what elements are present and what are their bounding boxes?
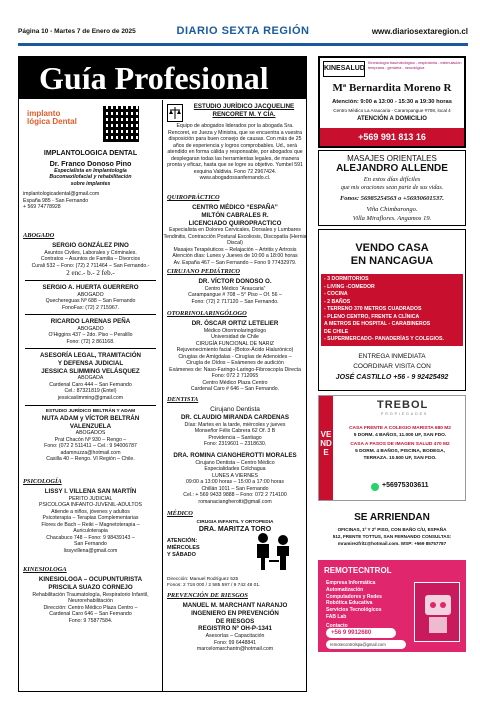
cardenas-line: Días: Martes en la tarde, miércoles y jueves [184, 421, 286, 428]
section-cirujano-pediatrico: CIRUJANO PEDIÁTRICO [167, 268, 240, 275]
venta-foot2: COORDINAR VISITA CON [353, 363, 431, 370]
venta-item: - LIVING -COMEDOR [324, 283, 375, 290]
ortiz-line: Médico Otorrinolaringólogo [203, 327, 267, 334]
beltran-line: adamnuzza@hotmail.com [60, 449, 121, 456]
masajes-ad [318, 150, 466, 226]
villena-name: LISSY I. VILLENA SAN MARTÍN [44, 488, 137, 495]
venta-item: - 2 BAÑOS [324, 298, 351, 305]
asesoria-name: ASESORÍA LEGAL, TRAMITACIÓN [39, 352, 142, 359]
implanto-email: implantologicadental@gmail.com [23, 191, 100, 198]
remotec-phone: +56 9 9912680 [326, 628, 396, 638]
masajes-phones: Fonos: 56985254563 o +56930601537. [339, 195, 445, 202]
venta-item: - COCINA [324, 291, 348, 298]
romina-name: DRA. ROMINA CIANGHEROTTI MORALES [173, 452, 297, 459]
children-illustration-icon [249, 530, 299, 572]
guia-profesional [18, 56, 307, 692]
venta-title2: EN NANCAGUA [350, 255, 434, 267]
quiro-block [163, 204, 307, 266]
arriendo-title: SE ARRIENDAN [354, 512, 430, 523]
ortiz-line: Centro Médico Plaza Centro [202, 379, 268, 386]
villena-line: Flores de Bach – Reiki – Magnetoterapia – [41, 521, 140, 528]
rencoret-head: ESTUDIO JURÍDICO JACQUELINE [193, 103, 295, 110]
beltran-block [19, 409, 162, 463]
suazo-name: PRISCILA SUAZO CORNEJO [48, 583, 133, 591]
suazo-line: Neurorehabilitación [68, 598, 113, 604]
section-abogado: ABOGADO [23, 232, 55, 239]
quiro-name: MILTÓN CABRALES R. [201, 211, 269, 219]
marchant-line: Fono: 99 6448841 [213, 639, 257, 646]
ortiz-line: Cardenal Caro # 646 – San Fernando. [190, 386, 280, 393]
huerta-line: Quechereguas Nº 688 – San Fernando [45, 298, 136, 305]
gonzalez-line: Curali 532 – Fono: (72) 2 711464 – San Fernando.- [31, 262, 150, 269]
divider [25, 405, 156, 406]
beltran-name: NUTA ADAM y VÍCTOR BELTRÁN [41, 414, 140, 422]
toro-line: Fonos: 2 718 000 / 2 585 597 / 9 742 48 01. [167, 583, 261, 589]
cardenas-line: Fono: 2319601 – 2318630. [203, 441, 267, 448]
marchant-name: REGISTRO Nº OH-P-1341 [198, 625, 272, 633]
masajes-text2: que mis oraciones sean parte de sus vidas. [340, 185, 444, 191]
implanto-address: España 985 - San Fernando [23, 197, 89, 204]
venta-item: DE CHILE [324, 328, 349, 335]
marchant-name: DE RIESGOS [215, 617, 255, 625]
romina-line: 09:00 a 13:00 horas – 15:00 a 17:00 horas [185, 479, 285, 486]
remotec-item: Contacto [326, 622, 348, 629]
section-quiropractico: QUIROPRÁCTICO [167, 194, 220, 201]
villena-line: PSICOLOGA INFANTO-JUVENIL-ADULTOS [39, 502, 142, 509]
beltran-line: Prat Chacón Nº 930 – Rengo – [54, 436, 127, 443]
beltran-line: ABOGADOS [75, 430, 106, 437]
remotec-item: Automatización [326, 586, 364, 593]
larenas-line: Fono: (72) 2 861168. [66, 338, 115, 345]
venta-title1: VENDO CASA [355, 242, 429, 254]
quiro-line: Atención días: Lunes y Jueves de 10:00 a 18:00 horas [172, 253, 298, 260]
masajes-title2: ALEJANDRO ALLENDE [336, 163, 448, 174]
trebol-line: CASA A PASOS DE IMAGEN SALUD 470 M2 [350, 442, 450, 448]
suazo-line: Dirección: Centro Médico Plaza Centro – [43, 604, 138, 611]
suazo-line: Cardenal Caro 646 – San Fernando [49, 611, 132, 617]
cardenas-name: DR. CLAUDIO MIRANDA CARDENAS [180, 414, 290, 422]
quiro-name: LICENCIADO QUIROPRACTICO [188, 219, 282, 227]
villena-block [19, 488, 162, 554]
gonzalez-line: 2 enc.- b.- 2 feb.- [66, 269, 115, 278]
implanto-phone: + 569 74778928 [23, 204, 61, 211]
ortiz-line: Universidad de Chile [211, 334, 259, 341]
ortiz-line: Exámenes de: Naso-Faringo-Laringo-Fibroscopía Directa [169, 366, 301, 373]
rencoret-head: RENCORET M. Y CÍA. [212, 110, 276, 118]
villena-line: Auriculoterapia [73, 528, 108, 535]
remotec-item: Servicios Tecnológicos [326, 607, 382, 613]
beltran-line: Fono: (072 2 511411 – Cel.: 9 94006787 [44, 443, 137, 450]
quiro-name: CENTRO MÉDICO “ESPAÑA” [192, 204, 278, 211]
rencoret-body: Equipo de abogados liderados por la abogada Sra. Rencoret, ex Jueza y Ministra, que se encuentra a vuestra disposición para buen consejo de causas. Con más de 25 años de experiencia y logros comprobables. Ud., será atendido en forma cálida y responsable, por abogados que desplegaran todas las herramientas legales, de manera pronta y eficaz, hasta que se logre su objetivo. Yumbel 591 esquina Valdivia. Fono 72 2967424. www.abogadossanfernando.cl. [167, 123, 303, 181]
ortiz-line: Fono: 072 2 712065 [211, 373, 259, 380]
donoso-line: Carampangue # 708 – 5° Piso – Of. 56 – [188, 292, 282, 299]
guia-right-column [163, 100, 307, 692]
trebol-ad [318, 395, 466, 501]
suazo-line: Fono: 9 75877584. [68, 617, 113, 624]
ortiz-block [163, 320, 307, 393]
remotec-logo: REMOTECNTROL [324, 566, 392, 575]
marchant-name: INGENIERO EN PREVENCIÓN [191, 609, 279, 617]
ortiz-line: Cirugías de Amígdalas - Cirugías de Adenoides – [178, 353, 292, 360]
larenas-line: O'Higgins 437 – 2do. Piso – Peralillo [48, 332, 133, 339]
asesoria-name: JESSICA SLIMMING VELÁSQUEZ [41, 367, 140, 375]
huerta-line: FonoFax: (72) 2 715967. [61, 304, 120, 311]
section-medico: MÉDICO [167, 510, 193, 517]
villena-line: Psicoterapia – Terapias Complementarias [42, 515, 139, 522]
venta-casa-ad [318, 229, 466, 391]
asesoria-line: jessicaslimming@gmail.com [57, 394, 124, 401]
huerta-name: SERGIO A. HUERTA GUERRERO [42, 284, 139, 291]
huerta-line: ABOGADO [77, 291, 104, 298]
arriendo-ad [318, 510, 466, 556]
ortiz-line: CIRUGÍA FUNCIONAL DE NARIZ [195, 340, 275, 347]
cardenas-top: Cirujano Dentista [210, 406, 260, 413]
trebol-line: 5 DORM. 4 BAÑOS, 11.000 UF, SAN FDO. [353, 432, 447, 438]
marchant-name: MANUEL M. MARCHANT NARANJO [182, 602, 288, 609]
romina-line: Cel.: + 569 9433 9888 – Fono: 072 2 714100 [183, 492, 287, 499]
masajes-place2: Villa Miraflores. Angamos 19. [352, 215, 432, 222]
villena-line: Atiende a niños, jóvenes y adultos [51, 508, 130, 515]
remotec-ad [318, 560, 466, 652]
larenas-name: RICARDO LARENAS PEÑA [50, 318, 131, 325]
kinesalud-phone: +569 991 813 16 [320, 128, 464, 146]
donoso-block [163, 278, 307, 305]
kinesalud-logo: KINESALUD [323, 61, 365, 77]
venta-foot1: ENTREGA INMEDIATA [358, 353, 426, 360]
villena-line: Chacabuco 748 – Fono: 9 98439143 – [46, 534, 135, 541]
masajes-place1: Viña Chimbarongo. [366, 206, 418, 213]
remotec-item: Robótica Educativa [326, 600, 373, 607]
toro-name: DRA. MARITZA TORO [198, 525, 272, 533]
toro-attention [167, 538, 200, 559]
romina-line: Cirujano Dentista – Centro Médico [195, 459, 275, 466]
suazo-line: Rehabilitación Traumatología, Respiratorio Infantil, [32, 591, 149, 598]
remotec-item: Computadores y Redes [326, 593, 382, 600]
toro-line: Dirección: Manuel Rodríguez 525 [167, 577, 239, 582]
kinesalud-name: Mª Bernardita Moreno R [332, 82, 452, 94]
implanto-doctor: Dr. Franco Donoso Pino [49, 158, 132, 168]
cardenas-block [163, 406, 307, 448]
gonzalez-line: Contratos – Asuntos de Familia – Divorcios [40, 256, 141, 263]
trebol-line: 5 DORM. 4 BAÑOS, PISCINA, BODEGA, [355, 449, 445, 455]
kinesalud-address: Centro Médico La Araucaria - Carampangue #708, local 4 [333, 108, 451, 113]
kinesalud-ad [318, 56, 466, 148]
venta-item: A METROS DE HOSPITAL - CARABINEROS [324, 321, 431, 328]
villena-line: lissyvillena@gmail.com [63, 547, 118, 554]
romina-line: LUNES A VIERNES [212, 472, 258, 479]
implanto-spec1: Especialista en Implantología [54, 167, 127, 174]
cardenas-line: Providencia – Santiago [208, 434, 262, 441]
robot-image-icon [414, 582, 460, 642]
donoso-name: DR. VÍCTOR DONOSO O. [198, 278, 272, 285]
romina-line: romanaciangherotti@gmail.com [198, 498, 272, 505]
asesoria-block [19, 352, 162, 401]
ortiz-line: Cirugía de Oídos – Exámenes de audición [186, 360, 284, 367]
beltran-name: VALENZUELA [69, 422, 112, 430]
toro-att: MIÉRCOLES [167, 545, 200, 552]
arriendo-line: mramirezfritz@hotmail.com. WSP: +569 85757787 [337, 540, 447, 546]
cardenas-line: Monseñor Félix Cabrera 62 Of. 3 B [194, 428, 276, 435]
trebol-sub: PROPIEDADES [381, 412, 429, 416]
trebol-phone: +56975303611 [382, 482, 429, 489]
venta-features [321, 274, 463, 346]
section-kinesiologa: KINESIOLOGA [23, 566, 67, 573]
implanto-spec3: sobre implantes [70, 180, 111, 187]
implanto-logo: implanto lógica Dental [27, 109, 77, 126]
divider [25, 314, 156, 315]
remotec-item: FAB Lab [326, 613, 347, 620]
larenas-block [19, 318, 162, 345]
kinesalud-hours: Atención: 9:00 a 13:00 - 15:30 a 19:30 horas [332, 99, 452, 105]
rencoret-block [163, 103, 307, 119]
kinesalud-home: ATENCIÓN A DOMICILIO [357, 116, 427, 122]
toro-att: ATENCIÓN: [167, 538, 198, 544]
ortiz-name: DR. ÓSCAR ORTIZ LETELIER [191, 320, 279, 327]
suazo-block [19, 576, 162, 624]
marchant-block [163, 602, 307, 653]
arriendo-line: OFICINAS, 1º Y 2º PISO, CON BAÑO C/U, ESPAÑA [337, 527, 447, 532]
toro-contact [167, 577, 260, 589]
venta-item: - 3 DORMITORIOS [324, 276, 369, 282]
venta-item: - TERRENO 370 METROS CUADRADOS [324, 306, 422, 313]
donoso-line: Fono: (72) 2 717120 – San Fernando. [191, 298, 279, 305]
arriendo-line: 512, FRENTE TOTTUS, SAN FERNANDO CONSULTAS: [332, 533, 452, 539]
trebol-side-label: VENDE [320, 430, 332, 457]
quiro-line: Tendinitis, Contracción Postural Escoliosis, Discopatía (Hernia Discal) [163, 233, 307, 247]
beltran-head: ESTUDIO JURÍDICO BELTRÁN Y ADAM [45, 409, 136, 414]
implanto-spec2: Bucomaxilofacial y rehabilitación [49, 174, 132, 181]
gonzalez-name: SERGIO GONZÁLEZ PINO [52, 242, 129, 249]
implanto-name: IMPLANTOLOGICA DENTAL [43, 150, 138, 157]
venta-item: - SUPERMERCADO- PANADERÍAS Y COLEGIOS. [324, 336, 444, 343]
website-link[interactable]: www.diariosextaregion.cl [371, 27, 468, 36]
section-otorrino: OTORRINOLARINGÓLOGO [167, 310, 247, 317]
remotec-item: Empresa Informática [326, 580, 376, 586]
toro-head: CIRUGIA INFANTIL Y ORTOPEDIA [196, 520, 274, 525]
romina-line: Chillán 1011 – San Fernando [201, 485, 269, 492]
suazo-name: KINESIOLOGA – OCUPUNTURISTA [38, 576, 143, 583]
implanto-logo-area [23, 106, 159, 146]
page-date: Página 10 - Martes 7 de Enero de 2025 [18, 28, 136, 35]
trebol-listings [335, 426, 465, 463]
larenas-line: ABOGADO [77, 325, 104, 332]
ortiz-line: Rejuvenecimiento facial -(Botox-Ácido Hialurónico) [176, 347, 294, 354]
gonzalez-line: Asuntos Civiles, Laborales y Criminales. [44, 249, 137, 256]
villena-line: PERITO JUDICIAL [68, 495, 113, 502]
marchant-line: Asesorías – Capacitación [205, 633, 265, 639]
kinesalud-tagline: Kinesiología traumatológica - respiratoria - estimulación temprana - geriatría - neurológica [368, 61, 462, 70]
guia-title: Guía Profesional [19, 57, 306, 99]
toro-att: Y SÁBADO [167, 552, 196, 559]
donoso-line: Centro Médico “Araucaria” [204, 285, 266, 292]
whatsapp-icon [371, 483, 379, 491]
arriendo-text [318, 527, 466, 548]
divider [25, 348, 156, 349]
implanto-block [19, 150, 162, 211]
romina-line: Especialidades Colchagua [204, 466, 266, 473]
quiro-line: Masajes Terapéuticos – Relajación – Artritis y Artrosis [173, 246, 297, 253]
trebol-line: CASA FRENTE A COLEGIO MARISTA 680 M2 [349, 426, 451, 431]
trebol-line: TERRAZA. 10.500 UF, SAN FDO. [363, 455, 437, 461]
asesoria-line: Cel.: 87321819 (Entel) [64, 388, 117, 395]
asesoria-line: Cardenal Caro 444 – San Fernando [49, 381, 132, 388]
guia-left-column [19, 100, 163, 692]
section-prevencion: PREVENCIÓN DE RIESGOS [167, 592, 248, 599]
masajes-text1: En estos días difíciles [363, 176, 421, 183]
gonzalez-block [19, 242, 162, 278]
venta-item: - PLENO CENTRO, FRENTE A CLÍNICA [324, 313, 420, 320]
beltran-line: Casilla 40 – Rengo. VI Región – Chile. [46, 456, 135, 463]
villena-line: San Fernando [74, 541, 107, 548]
romina-block [163, 452, 307, 505]
asesoria-line: ABOGADA [77, 375, 104, 382]
remotec-email: remotecontrolspa@gmail.com [326, 640, 406, 649]
trebol-logo: TREBOL [377, 399, 429, 411]
venta-foot3: JOSÉ CASTILLO +56 - 9 92425492 [335, 374, 449, 381]
page-header [18, 24, 468, 46]
huerta-block [19, 284, 162, 311]
section-psicologia: PSICOLOGÍA [23, 478, 62, 485]
newspaper-title: DIARIO SEXTA REGIÓN [176, 25, 310, 37]
qr-code-icon [103, 106, 139, 142]
divider [25, 280, 156, 281]
masajes-title1: MASAJES ORIENTALES [347, 154, 437, 163]
section-dentista: DENTISTA [167, 396, 199, 403]
asesoria-name: Y DEFENSA JUDICIAL [57, 359, 124, 367]
quiro-line: Av. España 467 – San Fernando – Fono 9 77432979. [173, 259, 297, 266]
remotec-services [326, 580, 382, 629]
trebol-side-bar [319, 396, 333, 500]
quiro-line: Especialista en Dolores Cervicales, Dorsales y Lumbares [169, 227, 301, 234]
marchant-line: marcelomarchantn@hotmail.com [196, 646, 274, 652]
